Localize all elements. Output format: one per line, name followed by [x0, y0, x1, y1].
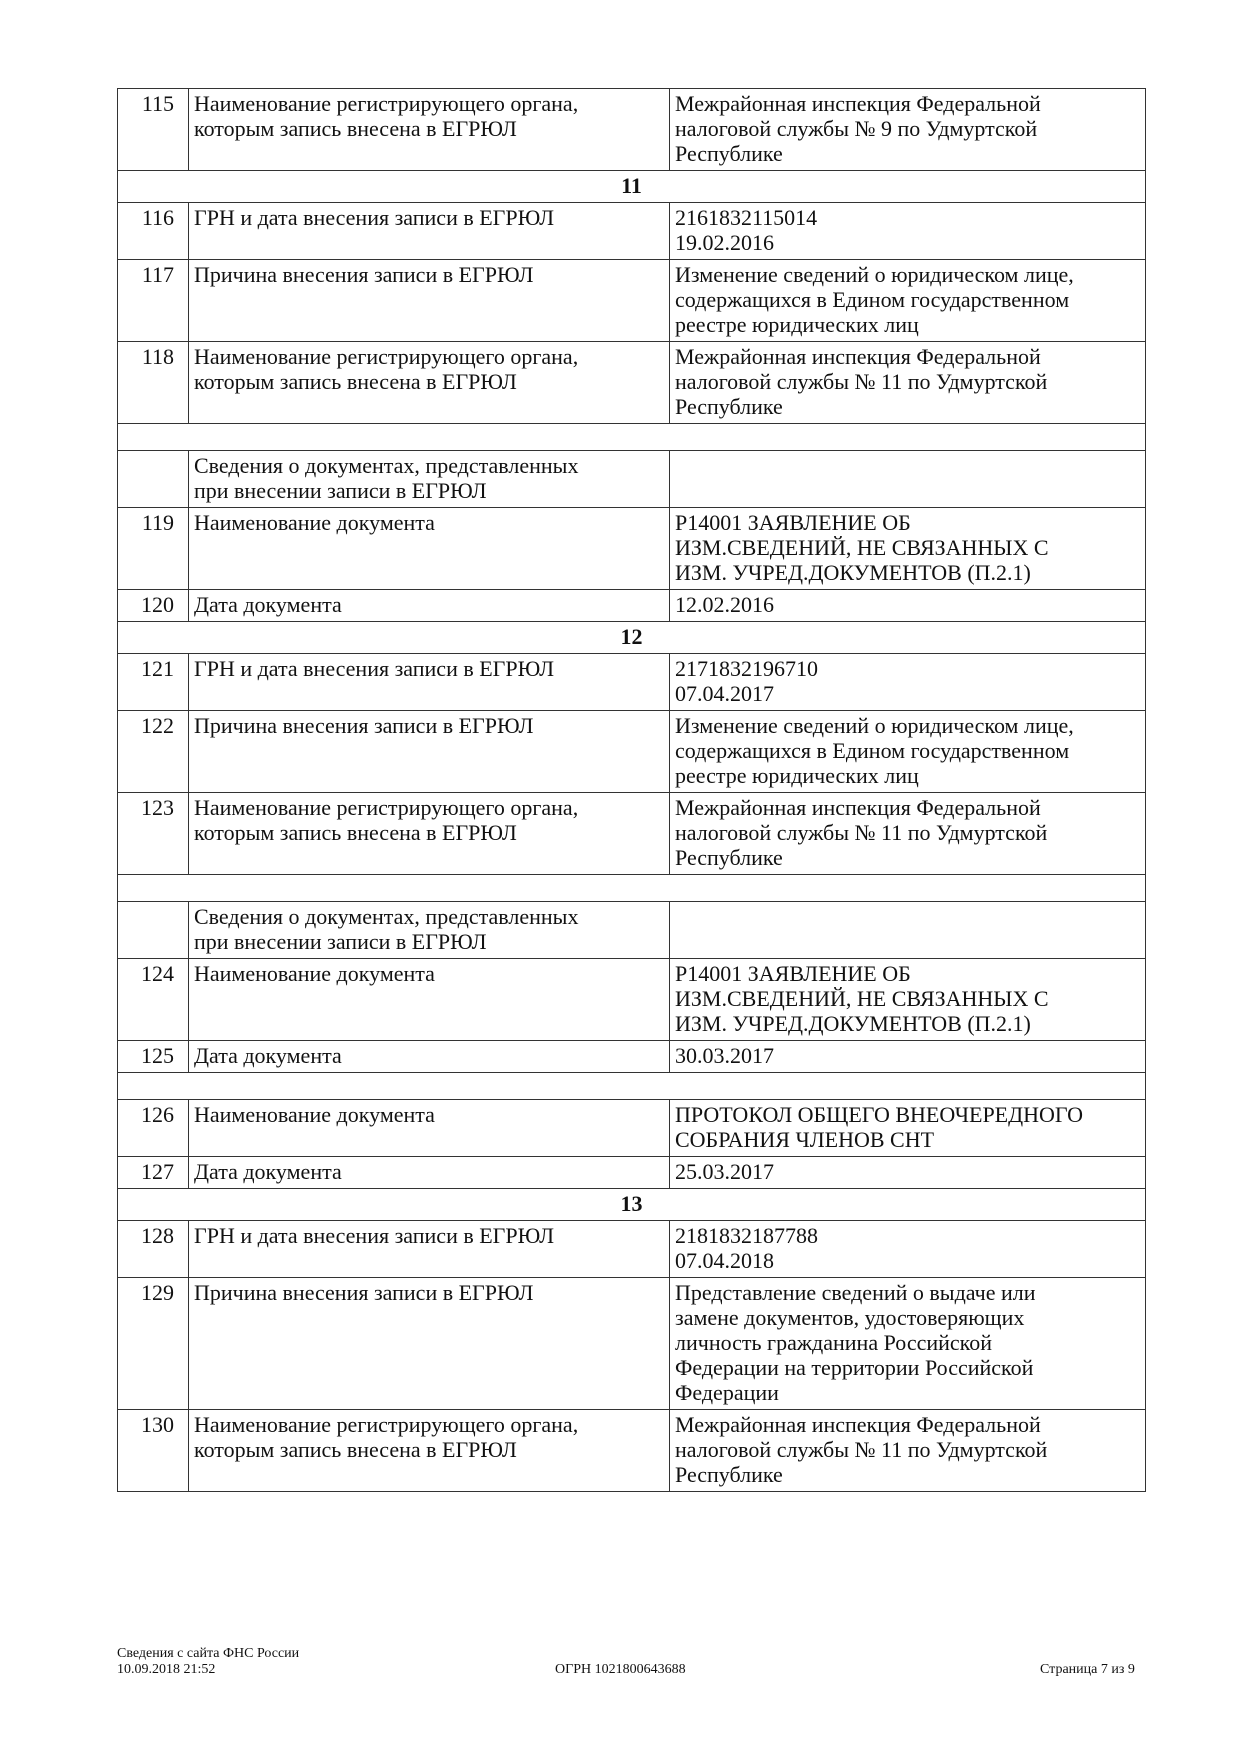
row-value: 25.03.2017	[670, 1157, 1146, 1189]
row-value: Межрайонная инспекция Федеральной налоговой службы № 11 по Удмуртской Республике	[670, 342, 1146, 424]
section-header-row	[118, 171, 1146, 203]
row-number: 117	[118, 260, 189, 342]
blank-row	[118, 1073, 1146, 1100]
row-value: Представление сведений о выдаче или замене документов, удостоверяющих личность гражданина Российской Федерации на территории Российской Федерации	[670, 1278, 1146, 1410]
footer-source: Сведения с сайта ФНС России	[117, 1646, 300, 1661]
row-label: Причина внесения записи в ЕГРЮЛ	[189, 711, 670, 793]
table-row	[118, 451, 1146, 508]
row-label: Причина внесения записи в ЕГРЮЛ	[189, 1278, 670, 1410]
table-row	[118, 1157, 1146, 1189]
row-label: Дата документа	[189, 1157, 670, 1189]
blank-cell	[118, 1073, 1146, 1100]
row-number: 120	[118, 590, 189, 622]
table-row	[118, 654, 1146, 711]
blank-cell	[118, 424, 1146, 451]
table-row	[118, 89, 1146, 171]
row-label: Наименование регистрирующего органа, которым запись внесена в ЕГРЮЛ	[189, 1410, 670, 1492]
section-number: 13	[118, 1189, 1146, 1221]
row-number: 118	[118, 342, 189, 424]
row-value: Межрайонная инспекция Федеральной налоговой службы № 11 по Удмуртской Республике	[670, 793, 1146, 875]
row-value: Межрайонная инспекция Федеральной налоговой службы № 11 по Удмуртской Республике	[670, 1410, 1146, 1492]
row-value	[670, 902, 1146, 959]
row-value	[670, 451, 1146, 508]
row-value: ПРОТОКОЛ ОБЩЕГО ВНЕОЧЕРЕДНОГО СОБРАНИЯ ЧЛЕНОВ СНТ	[670, 1100, 1146, 1157]
row-number	[118, 451, 189, 508]
records-table-body	[118, 89, 1146, 1492]
row-label: Причина внесения записи в ЕГРЮЛ	[189, 260, 670, 342]
section-header-row	[118, 1189, 1146, 1221]
row-label: Сведения о документах, представленных при внесении записи в ЕГРЮЛ	[189, 902, 670, 959]
table-row	[118, 1278, 1146, 1410]
table-row	[118, 793, 1146, 875]
row-label: Дата документа	[189, 1041, 670, 1073]
row-number: 115	[118, 89, 189, 171]
egrul-records-table	[117, 88, 1146, 1492]
row-label: Наименование регистрирующего органа, которым запись внесена в ЕГРЮЛ	[189, 793, 670, 875]
row-label: Наименование регистрирующего органа, которым запись внесена в ЕГРЮЛ	[189, 89, 670, 171]
row-label: ГРН и дата внесения записи в ЕГРЮЛ	[189, 654, 670, 711]
row-value: 2171832196710 07.04.2017	[670, 654, 1146, 711]
row-number: 129	[118, 1278, 189, 1410]
row-value: Изменение сведений о юридическом лице, содержащихся в Едином государственном реестре юридических лиц	[670, 711, 1146, 793]
row-value: Изменение сведений о юридическом лице, содержащихся в Едином государственном реестре юридических лиц	[670, 260, 1146, 342]
row-label: Дата документа	[189, 590, 670, 622]
blank-row	[118, 875, 1146, 902]
table-row	[118, 959, 1146, 1041]
row-number: 123	[118, 793, 189, 875]
row-value: 30.03.2017	[670, 1041, 1146, 1073]
row-number: 125	[118, 1041, 189, 1073]
blank-cell	[118, 875, 1146, 902]
row-value: Р14001 ЗАЯВЛЕНИЕ ОБ ИЗМ.СВЕДЕНИЙ, НЕ СВЯЗАННЫХ С ИЗМ. УЧРЕД.ДОКУМЕНТОВ (П.2.1)	[670, 508, 1146, 590]
footer-source-block	[117, 1646, 299, 1678]
footer-page-number: Страница 7 из 9	[1040, 1662, 1135, 1677]
row-number: 124	[118, 959, 189, 1041]
row-number: 130	[118, 1410, 189, 1492]
row-number: 122	[118, 711, 189, 793]
footer-datetime: 10.09.2018 21:52	[117, 1662, 216, 1677]
section-number: 11	[118, 171, 1146, 203]
row-number	[118, 902, 189, 959]
footer-ogrn: ОГРН 1021800643688	[555, 1662, 686, 1677]
row-number: 126	[118, 1100, 189, 1157]
table-row	[118, 1221, 1146, 1278]
row-value: Межрайонная инспекция Федеральной налоговой службы № 9 по Удмуртской Республике	[670, 89, 1146, 171]
row-number: 128	[118, 1221, 189, 1278]
blank-row	[118, 424, 1146, 451]
row-value: Р14001 ЗАЯВЛЕНИЕ ОБ ИЗМ.СВЕДЕНИЙ, НЕ СВЯЗАННЫХ С ИЗМ. УЧРЕД.ДОКУМЕНТОВ (П.2.1)	[670, 959, 1146, 1041]
table-row	[118, 590, 1146, 622]
table-row	[118, 260, 1146, 342]
row-number: 127	[118, 1157, 189, 1189]
section-header-row	[118, 622, 1146, 654]
row-label: Наименование документа	[189, 959, 670, 1041]
row-value: 2161832115014 19.02.2016	[670, 203, 1146, 260]
table-row	[118, 342, 1146, 424]
table-row	[118, 711, 1146, 793]
row-label: Наименование документа	[189, 1100, 670, 1157]
row-label: Наименование регистрирующего органа, которым запись внесена в ЕГРЮЛ	[189, 342, 670, 424]
table-row	[118, 1100, 1146, 1157]
document-sheet	[117, 88, 1145, 1492]
table-row	[118, 902, 1146, 959]
row-label: ГРН и дата внесения записи в ЕГРЮЛ	[189, 203, 670, 260]
section-number: 12	[118, 622, 1146, 654]
table-row	[118, 1041, 1146, 1073]
table-row	[118, 508, 1146, 590]
row-number: 116	[118, 203, 189, 260]
row-value: 2181832187788 07.04.2018	[670, 1221, 1146, 1278]
row-label: Сведения о документах, представленных при внесении записи в ЕГРЮЛ	[189, 451, 670, 508]
row-number: 119	[118, 508, 189, 590]
row-label: ГРН и дата внесения записи в ЕГРЮЛ	[189, 1221, 670, 1278]
row-number: 121	[118, 654, 189, 711]
table-row	[118, 203, 1146, 260]
row-label: Наименование документа	[189, 508, 670, 590]
row-value: 12.02.2016	[670, 590, 1146, 622]
table-row	[118, 1410, 1146, 1492]
